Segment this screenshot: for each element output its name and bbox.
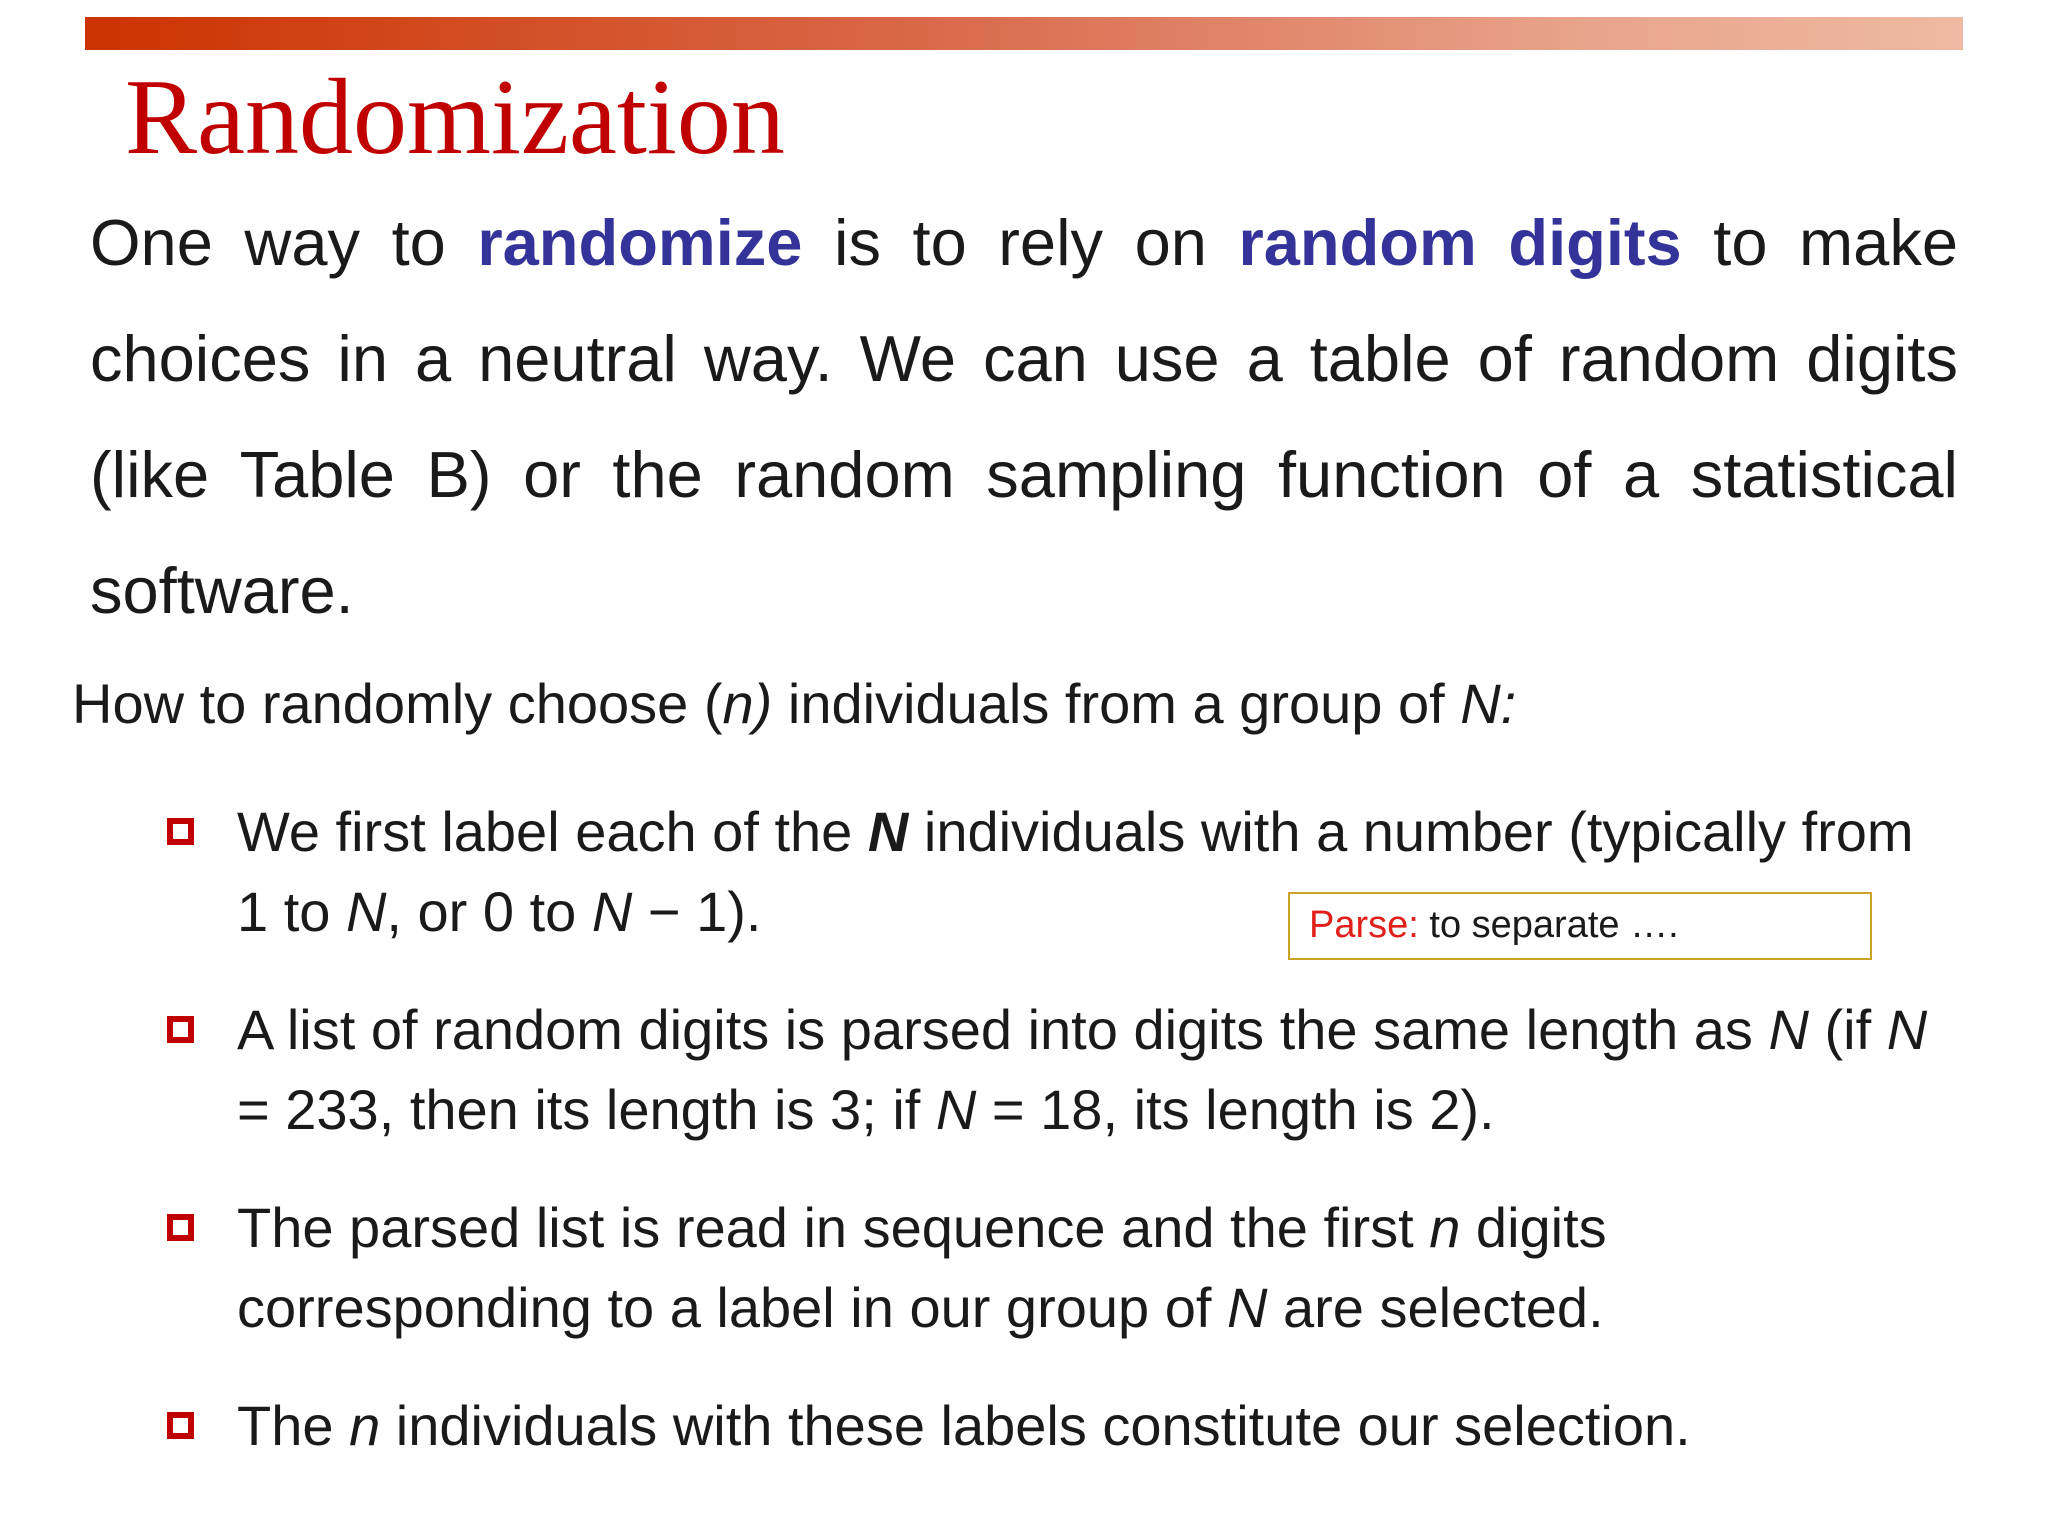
- item-text: digits corresponding to a label in our group of: [237, 1196, 1607, 1339]
- callout-text: to separate ….: [1418, 904, 1679, 946]
- question-text-2: individuals from a group of: [772, 672, 1461, 735]
- callout-term: Parse:: [1309, 904, 1419, 946]
- question-heading: [72, 668, 1516, 740]
- item-text: , or 0 to: [386, 880, 592, 943]
- intro-text-2: is to rely on: [802, 206, 1239, 279]
- item-text: The parsed list is read in sequence and the first: [237, 1196, 1430, 1259]
- title-accent-bar: [85, 17, 1963, 50]
- parse-definition-callout: [1288, 892, 1872, 960]
- square-bullet-icon: [167, 1214, 194, 1241]
- item-text: − 1).: [632, 880, 762, 943]
- item-text: = 233, then its length is 3; if: [237, 1078, 936, 1141]
- list-item: [237, 1386, 1957, 1466]
- intro-text-1: One way to: [90, 206, 478, 279]
- item-text: We first label each of the: [237, 800, 868, 863]
- square-bullet-icon: [167, 818, 194, 845]
- item-var-N: N: [935, 1078, 977, 1141]
- question-text-1: How to randomly choose (: [72, 672, 723, 735]
- list-item: [237, 1188, 1957, 1348]
- item-var-N: N: [591, 880, 633, 943]
- item-text: (if: [1808, 998, 1887, 1061]
- keyword-random-digits: random digits: [1238, 206, 1682, 279]
- item-var-N: N: [1226, 1276, 1268, 1339]
- item-text: individuals with these labels constitute our selection.: [380, 1394, 1691, 1457]
- item-var-N: N: [345, 880, 387, 943]
- item-var-N: N: [867, 800, 909, 863]
- item-text: = 18, its length is 2).: [976, 1078, 1495, 1141]
- keyword-randomize: randomize: [477, 206, 803, 279]
- item-text: individuals with a number (typically from 1 to: [237, 800, 1914, 943]
- item-var-N: N: [1768, 998, 1809, 1061]
- item-var-n: n: [1429, 1196, 1461, 1259]
- square-bullet-icon: [167, 1412, 194, 1439]
- item-text: A list of random digits is parsed into digits the same length as: [237, 998, 1769, 1061]
- list-item: [237, 990, 1957, 1150]
- question-n: n): [722, 672, 773, 735]
- item-var-N: N: [1886, 998, 1928, 1061]
- item-var-n: n: [349, 1394, 381, 1457]
- intro-paragraph: [90, 185, 1958, 649]
- item-text: The: [237, 1394, 350, 1457]
- square-bullet-icon: [167, 1016, 194, 1043]
- question-N: N:: [1460, 672, 1517, 735]
- intro-text-3: to make choices in a neutral way. We can use a table of random digits (like Table B) or the random sampling function of a statistical software.: [90, 206, 1958, 627]
- item-text: are selected.: [1267, 1276, 1604, 1339]
- slide-title: Randomization: [125, 58, 785, 177]
